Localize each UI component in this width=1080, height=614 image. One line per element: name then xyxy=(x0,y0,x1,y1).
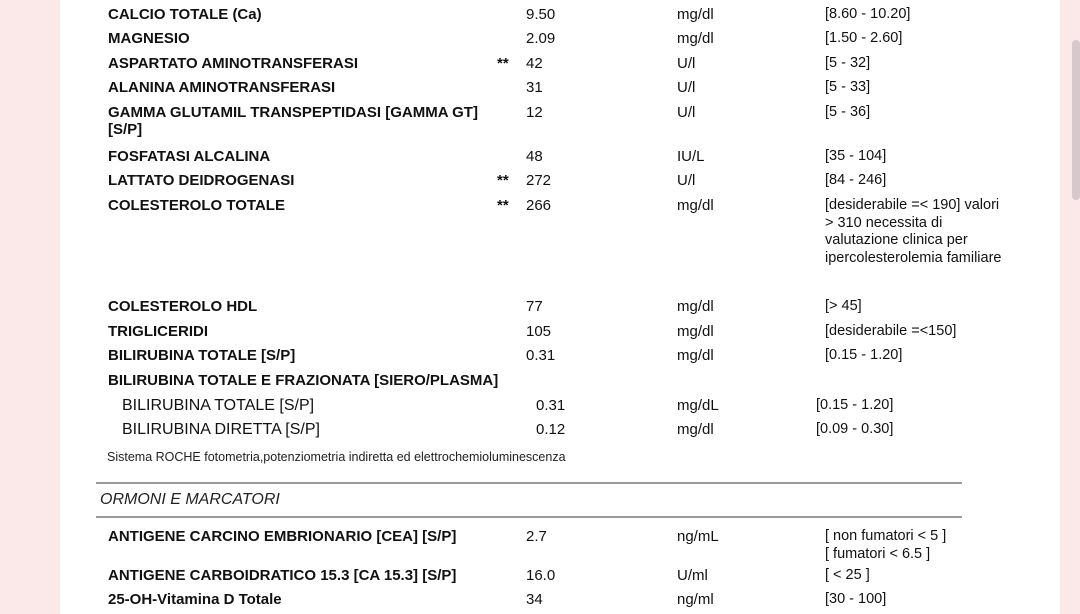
test-value: 48 xyxy=(526,148,543,165)
test-value: 12 xyxy=(526,104,543,121)
test-value: 105 xyxy=(526,323,552,340)
test-unit: mg/dl xyxy=(677,347,714,364)
reference-range: [1.50 - 2.60] xyxy=(825,30,903,46)
test-value: 266 xyxy=(526,197,552,214)
test-name: CALCIO TOTALE (Ca) xyxy=(108,6,262,23)
reference-range: [desiderabile =<150] xyxy=(825,323,957,339)
section-divider-top xyxy=(96,482,962,484)
reference-range: [ < 25 ] xyxy=(825,567,870,583)
test-unit: U/l xyxy=(677,104,696,121)
test-unit: U/l xyxy=(677,172,696,189)
test-unit: mg/dL xyxy=(677,397,719,414)
test-name: FOSFATASI ALCALINA xyxy=(108,148,271,165)
test-unit: mg/dl xyxy=(677,6,714,23)
test-unit: mg/dl xyxy=(677,421,714,438)
test-value: 0.31 xyxy=(536,397,566,414)
test-unit: U/ml xyxy=(677,567,708,584)
test-unit: ng/mL xyxy=(677,528,719,545)
test-value: 0.12 xyxy=(536,421,566,438)
abnormal-flag: ** xyxy=(497,172,509,189)
test-value: 2.09 xyxy=(526,30,556,47)
test-name: MAGNESIO xyxy=(108,30,190,47)
section-title: ORMONI E MARCATORI xyxy=(100,491,280,508)
scrollbar[interactable] xyxy=(1072,40,1080,200)
test-name: GAMMA GLUTAMIL TRANSPEPTIDASI [GAMMA GT] [S/P] xyxy=(108,104,478,138)
test-name: TRIGLICERIDI xyxy=(108,323,208,340)
abnormal-flag: ** xyxy=(497,55,509,72)
test-name: ASPARTATO AMINOTRANSFERASI xyxy=(108,55,358,72)
reference-range: [5 - 32] xyxy=(825,55,871,71)
test-unit: mg/dl xyxy=(677,197,714,214)
test-value: 31 xyxy=(526,79,543,96)
test-value: 77 xyxy=(526,298,543,315)
test-name: ANTIGENE CARCINO EMBRIONARIO [CEA] [S/P] xyxy=(108,528,457,545)
test-name: COLESTEROLO TOTALE xyxy=(108,197,285,214)
reference-range: [> 45] xyxy=(825,298,862,314)
reference-range: [8.60 - 10.20] xyxy=(825,6,911,22)
test-unit: mg/dl xyxy=(677,298,714,315)
test-name: 25-OH-Vitamina D Totale xyxy=(108,591,282,608)
reference-range: [0.15 - 1.20] xyxy=(825,347,903,363)
reference-range: [84 - 246] xyxy=(825,172,887,188)
test-unit: IU/L xyxy=(677,148,705,165)
reference-range: [0.15 - 1.20] xyxy=(816,397,894,413)
reference-range: [30 - 100] xyxy=(825,591,887,607)
test-value: 272 xyxy=(526,172,552,189)
reference-range: [5 - 36] xyxy=(825,104,871,120)
test-name: BILIRUBINA DIRETTA [S/P] xyxy=(122,421,320,438)
test-value: 0.31 xyxy=(526,347,556,364)
test-value: 9.50 xyxy=(526,6,556,23)
reference-range: [35 - 104] xyxy=(825,148,887,164)
test-value: 16.0 xyxy=(526,567,556,584)
test-value: 42 xyxy=(526,55,543,72)
test-name: LATTATO DEIDROGENASI xyxy=(108,172,295,189)
reference-range: [ non fumatori < 5 ] [ fumatori < 6.5 ] xyxy=(825,528,947,562)
test-name: BILIRUBINA TOTALE [S/P] xyxy=(108,347,296,364)
test-value: 2.7 xyxy=(526,528,547,545)
test-unit: U/l xyxy=(677,55,696,72)
test-name: COLESTEROLO HDL xyxy=(108,298,258,315)
reference-range: [desiderabile =< 190] valori > 310 necessita di valutazione clinica per ipercolesterolemia familiare xyxy=(825,197,1002,266)
reference-range: [0.09 - 0.30] xyxy=(816,421,894,437)
test-name: ANTIGENE CARBOIDRATICO 15.3 [CA 15.3] [S/P] xyxy=(108,567,457,584)
test-name: ALANINA AMINOTRANSFERASI xyxy=(108,79,336,96)
reference-range: [5 - 33] xyxy=(825,79,871,95)
section-divider-bottom xyxy=(96,516,962,518)
test-group-name: BILIRUBINA TOTALE E FRAZIONATA [SIERO/PLASMA] xyxy=(108,372,499,389)
method-note: Sistema ROCHE fotometria,potenziometria indiretta ed elettrochemioluminescenza xyxy=(107,450,566,464)
report-page xyxy=(60,0,1060,614)
abnormal-flag: ** xyxy=(497,197,509,214)
test-unit: mg/dl xyxy=(677,323,714,340)
test-unit: mg/dl xyxy=(677,30,714,47)
test-name: BILIRUBINA TOTALE [S/P] xyxy=(122,397,315,414)
test-unit: U/l xyxy=(677,79,696,96)
test-value: 34 xyxy=(526,591,543,608)
test-unit: ng/ml xyxy=(677,591,714,608)
